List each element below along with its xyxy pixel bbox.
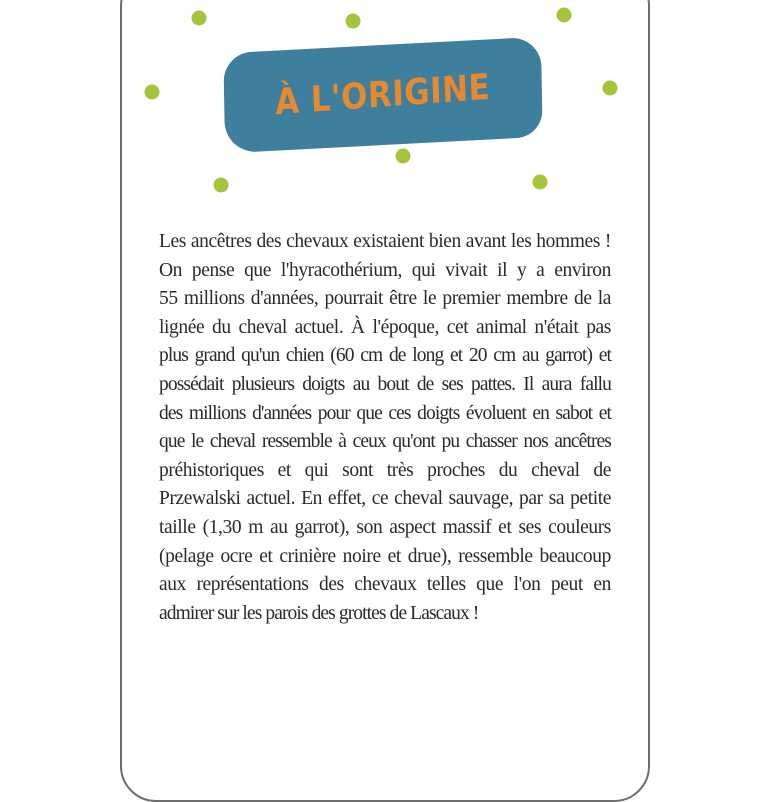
green-dot-icon xyxy=(192,11,207,26)
green-dot-icon xyxy=(533,175,548,190)
body-line: 55 millions d'années, pourrait être le premier membre de la xyxy=(159,288,611,310)
green-dot-icon xyxy=(396,149,411,164)
card-title: À L'ORIGINE xyxy=(274,66,492,124)
body-line: des millions d'années pour que ces doigts évoluent en sabot et xyxy=(159,402,611,424)
body-line: (pelage ocre et crinière noire et drue), ressemble beaucoup xyxy=(159,545,611,567)
green-dot-icon xyxy=(557,8,572,23)
body-line: que le cheval ressemble à ceux qu'ont pu chasser nos ancêtres xyxy=(159,431,611,453)
body-line: aux représentations des chevaux telles que l'on peut en xyxy=(159,574,611,596)
card-body xyxy=(159,228,611,628)
body-line: Przewalski actuel. En effet, ce cheval sauvage, par sa petite xyxy=(159,488,611,510)
body-line: lignée du cheval actuel. À l'époque, cet animal n'était pas xyxy=(159,316,611,338)
title-banner xyxy=(223,37,542,154)
body-line: Les ancêtres des chevaux existaient bien avant les hommes ! xyxy=(159,231,611,252)
green-dot-icon xyxy=(214,178,229,193)
green-dot-icon xyxy=(346,14,361,29)
green-dot-icon xyxy=(603,81,618,96)
body-line: possédait plusieurs doigts au bout de ses pattes. Il aura fallu xyxy=(159,373,611,395)
green-dot-icon xyxy=(145,85,160,100)
body-line: plus grand qu'un chien (60 cm de long et 20 cm au garrot) et xyxy=(159,345,611,367)
body-line: préhistoriques et qui sont très proches du cheval de xyxy=(159,459,611,481)
body-line: taille (1,30 m au garrot), son aspect massif et ses couleurs xyxy=(159,516,611,538)
body-line: admirer sur les parois des grottes de Lascaux ! xyxy=(159,602,479,624)
body-line: On pense que l'hyracothérium, qui vivait il y a environ xyxy=(159,259,611,281)
